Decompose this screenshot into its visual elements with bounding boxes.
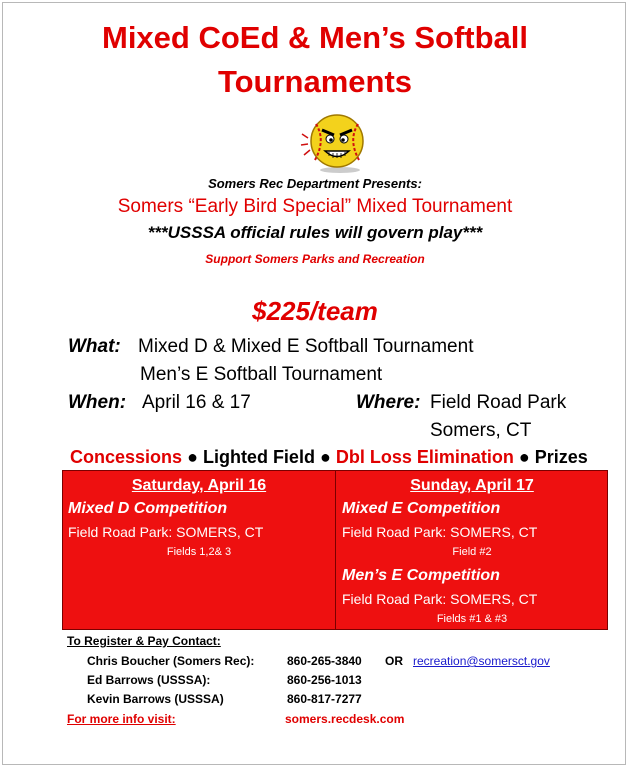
what-label: What:	[68, 336, 121, 357]
where-line-2: Somers, CT	[430, 420, 532, 441]
sunday-fields-2: Fields #1 & #3	[436, 613, 508, 625]
feature-prizes: Prizes	[534, 447, 588, 467]
feature-concessions: Concessions	[70, 447, 183, 467]
contact-name-3: Kevin Barrows (USSSA)	[87, 692, 224, 706]
contact-email-link[interactable]: recreation@somersct.gov	[413, 654, 550, 668]
saturday-location: Field Road Park: SOMERS, CT	[68, 524, 264, 540]
what-line-1: Mixed D & Mixed E Softball Tournament	[138, 336, 474, 357]
when-value: April 16 & 17	[142, 392, 251, 413]
contact-heading: To Register & Pay Contact:	[67, 634, 221, 648]
sunday-competition-2: Men’s E Competition	[342, 567, 500, 584]
contact-or: OR	[385, 654, 403, 668]
sunday-location-1: Field Road Park: SOMERS, CT	[342, 524, 538, 540]
saturday-competition: Mixed D Competition	[68, 500, 228, 517]
price: $225/team	[252, 296, 378, 326]
more-info-label: For more info visit:	[67, 712, 176, 726]
title-line-2: Tournaments	[217, 64, 413, 99]
sunday-fields-1: Field #2	[452, 546, 492, 558]
contact-phone-3: 860-817-7277	[287, 692, 362, 706]
bullet-3: ●	[518, 447, 530, 467]
contact-name-2: Ed Barrows (USSSA):	[87, 673, 211, 687]
presents-line: Somers Rec Department Presents:	[208, 176, 422, 191]
rules-line: ***USSSA official rules will govern play***	[147, 223, 483, 242]
where-line-1: Field Road Park	[430, 392, 567, 413]
contact-name-1: Chris Boucher (Somers Rec):	[87, 654, 255, 668]
where-label: Where:	[356, 392, 421, 413]
saturday-fields: Fields 1,2& 3	[166, 546, 232, 558]
contact-phone-1: 860-265-3840	[287, 654, 362, 668]
sunday-competition-1: Mixed E Competition	[342, 500, 501, 517]
support-line: Support Somers Parks and Recreation	[205, 252, 425, 266]
when-label: When:	[68, 392, 127, 413]
sunday-location-2: Field Road Park: SOMERS, CT	[342, 591, 538, 607]
saturday-heading: Saturday, April 16	[131, 477, 267, 494]
website: somers.recdesk.com	[285, 712, 405, 726]
features-line	[70, 447, 588, 468]
angry-softball-icon	[300, 110, 372, 174]
feature-elimination: Dbl Loss Elimination	[335, 447, 514, 467]
bullet-2: ●	[319, 447, 331, 467]
what-line-2: Men’s E Softball Tournament	[140, 364, 383, 385]
bullet-1: ●	[187, 447, 198, 467]
event-name: Somers “Early Bird Special” Mixed Tournament	[117, 196, 513, 217]
contact-phone-2: 860-256-1013	[287, 673, 362, 687]
schedule-table	[62, 470, 608, 630]
feature-lighted-field: Lighted Field	[202, 447, 315, 467]
sunday-heading: Sunday, April 17	[410, 477, 534, 494]
title-line-1: Mixed CoEd & Men’s Softball	[102, 20, 528, 55]
